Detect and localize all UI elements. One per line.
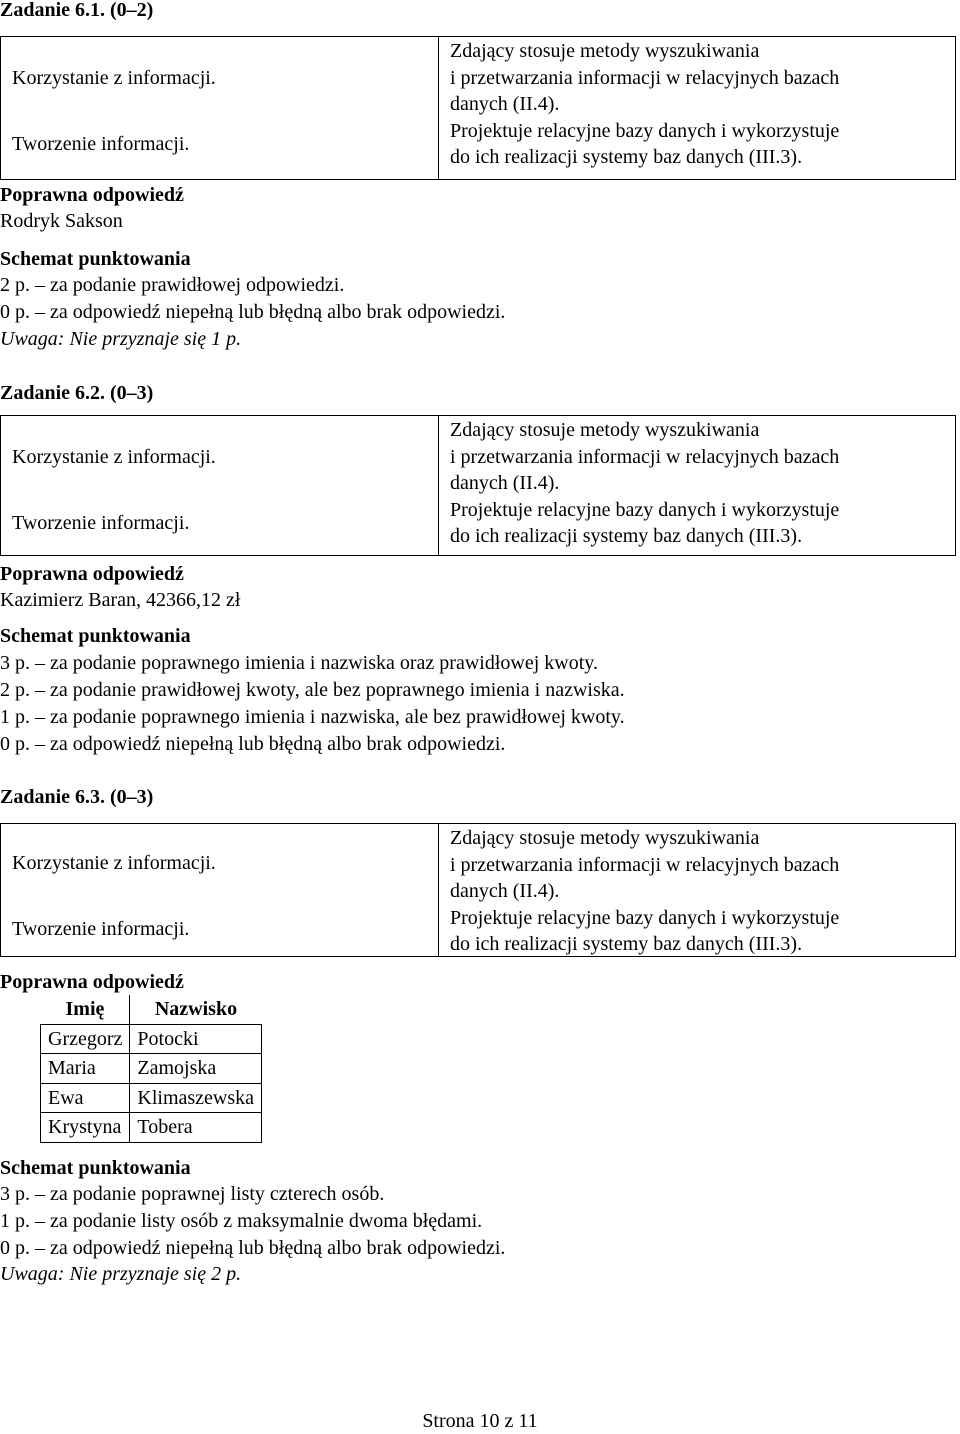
specific-requirements <box>450 38 839 171</box>
task-6-3-note: Uwaga: Nie przyznaje się 2 p. <box>0 1263 242 1285</box>
requirement-line: Projektuje relacyjne bazy danych i wykorzystuje <box>450 119 840 142</box>
box-divider <box>438 824 439 956</box>
scoring-line: 1 p. – za podanie listy osób z maksymalnie dwoma błędami. <box>0 1210 483 1232</box>
general-requirement-1: Korzystanie z informacji. <box>12 446 216 468</box>
requirement-line: Projektuje relacyjne bazy danych i wykorzystuje <box>450 498 840 521</box>
table-cell: Tobera <box>130 1113 262 1143</box>
table-cell: Potocki <box>130 1024 262 1054</box>
scoring-line: 3 p. – za podanie poprawnego imienia i nazwiska oraz prawidłowej kwoty. <box>0 652 598 674</box>
requirement-line: Zdający stosuje metody wyszukiwania <box>450 419 760 441</box>
table-row <box>41 1113 262 1143</box>
requirement-line: i przetwarzania informacji w relacyjnych bazach <box>450 445 840 468</box>
task-6-3-scoring-heading: Schemat punktowania <box>0 1157 191 1179</box>
task-6-3-answer-heading: Poprawna odpowiedź <box>0 971 184 993</box>
requirement-line: do ich realizacji systemy baz danych (III.3). <box>450 525 803 547</box>
box-divider <box>438 37 439 179</box>
task-6-2-scoring-heading: Schemat punktowania <box>0 625 191 647</box>
specific-requirements <box>450 825 839 958</box>
table-row <box>41 1024 262 1054</box>
requirement-line: danych (II.4). <box>450 472 560 494</box>
requirement-line: i przetwarzania informacji w relacyjnych bazach <box>450 853 840 876</box>
table-cell: Grzegorz <box>41 1024 130 1054</box>
general-requirement-2: Tworzenie informacji. <box>12 133 190 155</box>
task-6-1-requirements-box <box>0 36 956 180</box>
task-6-1-answer-heading: Poprawna odpowiedź <box>0 184 184 206</box>
general-requirement-1: Korzystanie z informacji. <box>12 852 216 874</box>
requirement-line: i przetwarzania informacji w relacyjnych bazach <box>450 66 840 89</box>
requirement-line: do ich realizacji systemy baz danych (III.3). <box>450 933 803 955</box>
scoring-line: 0 p. – za odpowiedź niepełną lub błędną albo brak odpowiedzi. <box>0 733 506 755</box>
scoring-line: 0 p. – za odpowiedź niepełną lub błędną albo brak odpowiedzi. <box>0 1237 506 1259</box>
column-header: Nazwisko <box>130 995 262 1024</box>
scoring-line: 1 p. – za podanie poprawnego imienia i nazwiska, ale bez prawidłowej kwoty. <box>0 706 625 728</box>
general-requirement-2: Tworzenie informacji. <box>12 512 190 534</box>
specific-requirements <box>450 417 839 550</box>
table-cell: Krystyna <box>41 1113 130 1143</box>
requirement-line: Zdający stosuje metody wyszukiwania <box>450 827 760 849</box>
box-divider <box>438 416 439 555</box>
task-6-3-requirements-box <box>0 823 956 957</box>
requirement-line: do ich realizacji systemy baz danych (III.3). <box>450 146 803 168</box>
table-row <box>41 1083 262 1113</box>
task-6-1-title: Zadanie 6.1. (0–2) <box>0 0 154 21</box>
task-6-3-title: Zadanie 6.3. (0–3) <box>0 786 154 808</box>
task-6-1-scoring-heading: Schemat punktowania <box>0 248 191 270</box>
requirement-line: Zdający stosuje metody wyszukiwania <box>450 40 760 62</box>
answer-table <box>40 995 262 1143</box>
table-row <box>41 1054 262 1084</box>
scoring-line: 0 p. – za odpowiedź niepełną lub błędną albo brak odpowiedzi. <box>0 301 506 323</box>
general-requirement-2: Tworzenie informacji. <box>12 918 190 940</box>
task-6-2-title: Zadanie 6.2. (0–3) <box>0 382 154 404</box>
task-6-1-note: Uwaga: Nie przyznaje się 1 p. <box>0 328 242 350</box>
task-6-2-answer-heading: Poprawna odpowiedź <box>0 563 184 585</box>
table-cell: Zamojska <box>130 1054 262 1084</box>
requirement-line: danych (II.4). <box>450 880 560 902</box>
task-6-2-answer: Kazimierz Baran, 42366,12 zł <box>0 589 241 611</box>
table-header-row <box>41 995 262 1024</box>
general-requirement-1: Korzystanie z informacji. <box>12 67 216 89</box>
task-6-1-answer: Rodryk Sakson <box>0 210 123 232</box>
requirement-line: Projektuje relacyjne bazy danych i wykorzystuje <box>450 906 840 929</box>
scoring-line: 3 p. – za podanie poprawnej listy czterech osób. <box>0 1183 385 1205</box>
table-cell: Ewa <box>41 1083 130 1113</box>
scoring-line: 2 p. – za podanie prawidłowej odpowiedzi. <box>0 274 345 296</box>
task-6-2-requirements-box <box>0 415 956 556</box>
page-number: Strona 10 z 11 <box>422 1410 538 1432</box>
table-cell: Klimaszewska <box>130 1083 262 1113</box>
table-cell: Maria <box>41 1054 130 1084</box>
requirement-line: danych (II.4). <box>450 93 560 115</box>
column-header: Imię <box>41 995 130 1024</box>
scoring-line: 2 p. – za podanie prawidłowej kwoty, ale bez poprawnego imienia i nazwiska. <box>0 679 625 701</box>
